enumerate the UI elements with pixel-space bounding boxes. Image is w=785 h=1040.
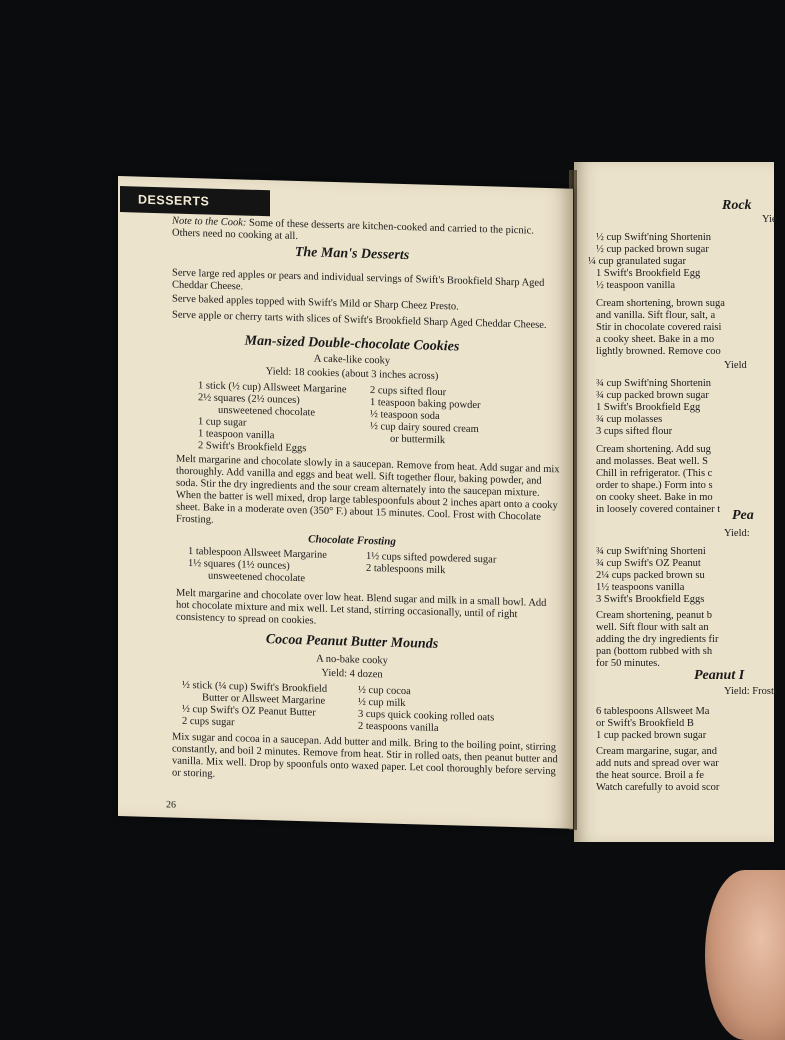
right-page: [574, 162, 777, 842]
right-page-line: Rock: [722, 198, 752, 213]
right-page-line: Cream shortening. Add sug: [596, 444, 711, 455]
right-page-line: Stir in chocolate covered raisi: [596, 322, 722, 333]
mounds-subtitle: A no-bake cooky: [316, 653, 388, 667]
right-page-line: adding the dry ingredients fir: [596, 634, 719, 645]
right-page-line: Yie: [762, 214, 777, 225]
right-page-line: Cream margarine, sugar, and: [596, 746, 717, 757]
ingredient: ½ cup Swift's OZ Peanut Butter: [182, 703, 316, 719]
right-page-line: Watch carefully to avoid scor: [596, 782, 720, 793]
right-page-line: ½ cup packed brown sugar: [596, 244, 709, 255]
cookies-yield: Yield: 18 cookies (about 3 inches across): [265, 366, 439, 382]
ingredient: unsweetened chocolate: [218, 404, 316, 419]
right-page-line: Cream shortening, brown suga: [596, 298, 725, 309]
ingredient: 1 teaspoon vanilla: [198, 428, 275, 442]
right-page-line: and vanilla. Sift flour, salt, a: [596, 310, 716, 321]
right-page-line: add nuts and spread over war: [596, 758, 719, 769]
ingredient: 2 cups sugar: [182, 715, 235, 729]
mans-desserts-title: The Man's Desserts: [294, 244, 410, 264]
right-page-line: 1 Swift's Brookfield Egg: [596, 268, 701, 279]
ingredient: 2½ squares (2½ ounces): [198, 392, 300, 407]
right-page-line: a cooky sheet. Bake in a mo: [596, 334, 715, 345]
right-page-line: 1 Swift's Brookfield Egg: [596, 402, 701, 413]
right-page-line: ½ teaspoon vanilla: [596, 280, 676, 291]
right-page-line: for 50 minutes.: [596, 658, 660, 669]
mans-desserts-line-1: Serve large red apples or pears and individual servings of Swift's Brookfield Sharp Aged Cheddar Cheese.: [172, 267, 545, 293]
left-page-content: [138, 181, 562, 811]
right-page-line: and molasses. Beat well. S: [596, 456, 708, 467]
ingredient: or buttermilk: [390, 433, 446, 447]
right-page-line: ¾ cup Swift'ning Shortenin: [596, 378, 712, 389]
right-page-line: ½ cup Swift'ning Shortenin: [596, 232, 712, 243]
ingredient: 2 tablespoons milk: [366, 562, 446, 577]
ingredient: ½ cup cocoa: [358, 684, 411, 698]
right-page-line: lightly browned. Remove coo: [596, 346, 721, 357]
right-page-line: ¾ cup Swift's OZ Peanut: [596, 558, 701, 569]
ingredient: 1½ squares (1½ ounces): [188, 557, 290, 572]
right-page-line: order to shape.) Form into s: [596, 480, 713, 491]
right-page-line: Chill in refrigerator. (This c: [596, 468, 713, 479]
ingredient: 1 teaspoon baking powder: [370, 397, 481, 412]
right-page-line: 1½ teaspoons vanilla: [596, 582, 685, 593]
right-page-line: ¼ cup granulated sugar: [588, 256, 686, 267]
right-page-line: pan (bottom rubbed with sh: [596, 646, 713, 657]
right-page-line: ¾ cup molasses: [596, 414, 663, 425]
right-page-line: Yield: [724, 360, 747, 371]
page-number: 26: [166, 799, 176, 811]
mounds-yield: Yield: 4 dozen: [321, 667, 383, 681]
right-page-line: the heat source. Broil a fe: [596, 770, 704, 781]
ingredient: 2 Swift's Brookfield Eggs: [198, 440, 307, 455]
cookies-ingredients-left: [198, 380, 378, 457]
ingredient: 1 stick (½ cup) Allsweet Margarine: [198, 380, 347, 396]
right-page-line: Yield: Frosti: [724, 686, 777, 697]
cookies-method: Melt margarine and chocolate slowly in a saucepan. Remove from heat. Add sugar and mix thoroughly. Add vanilla and eggs and beat well. Sift together flour, baking powder, and soda. Stir the dry ingredients and the sour cream alternately into the saucepan mixture. When the batter is well mixed, drop large tablespoonfuls about 2 inches apart onto a cooky sheet. Bake in a moderate oven (350° F.) about 15 minutes. Cool. Frost with Chocolate Frosting.: [176, 453, 560, 526]
right-page-line: Peanut I: [694, 668, 745, 683]
right-page-line: 3 cups sifted flour: [596, 426, 673, 437]
frosting-ingredients-right: [366, 551, 546, 580]
ingredient: ½ cup dairy soured cream: [370, 421, 479, 436]
ingredient: unsweetened chocolate: [208, 570, 306, 585]
ingredient: 1½ cups sifted powdered sugar: [366, 550, 497, 566]
ingredient: 3 cups quick cooking rolled oats: [358, 708, 495, 724]
right-page-line: Pea: [732, 508, 754, 523]
section-banner: DESSERTS: [120, 186, 270, 216]
cookies-subtitle: A cake-like cooky: [313, 353, 391, 367]
frosting-method: Melt margarine and chocolate over low heat. Blend sugar and milk in a small bowl. Add hot chocolate mixture and mix well. Let stand, stirring occasionally, until of right consistency to spread on cookies.: [176, 587, 547, 627]
ingredient: 1 cup sugar: [198, 416, 247, 429]
right-page-line: Cream shortening, peanut b: [596, 610, 713, 621]
ingredient: 2 teaspoons vanilla: [358, 720, 439, 734]
right-page-line: on cooky sheet. Bake in mo: [596, 492, 713, 503]
mounds-ingredients-right: [358, 685, 538, 738]
right-page-line: Yield:: [724, 528, 750, 539]
right-page-line: 3 Swift's Brookfield Eggs: [596, 594, 705, 605]
thumb: [705, 870, 785, 1040]
note-label: Note to the Cook:: [172, 215, 247, 229]
right-page-line: 2¼ cups packed brown su: [596, 570, 705, 581]
right-page-line: ¾ cup Swift'ning Shorteni: [596, 546, 706, 557]
right-page-line: ¾ cup packed brown sugar: [596, 390, 709, 401]
ingredient: ½ teaspoon soda: [370, 409, 440, 422]
right-page-line: or Swift's Brookfield B: [596, 718, 694, 729]
mans-desserts-line-3: Serve apple or cherry tarts with slices of Swift's Brookfield Sharp Aged Cheddar Cheese.: [172, 309, 547, 331]
cookies-title: Man-sized Double-chocolate Cookies: [244, 333, 460, 355]
right-page-line: 6 tablespoons Allsweet Ma: [596, 706, 710, 717]
ingredient: Butter or Allsweet Margarine: [202, 692, 326, 707]
note-text: Some of these desserts are kitchen-cooked and carried to the picnic. Others need no cooking at all.: [172, 217, 534, 243]
left-page: [118, 176, 573, 829]
ingredient: 1 tablespoon Allsweet Margarine: [188, 545, 327, 561]
mans-desserts-line-2: Serve baked apples topped with Swift's Mild or Sharp Cheez Presto.: [172, 293, 459, 313]
mounds-ingredients-left: [182, 680, 362, 733]
ingredient: ½ stick (¼ cup) Swift's Brookfield: [182, 679, 328, 695]
right-page-line: 1 cup packed brown sugar: [596, 730, 707, 741]
mounds-method: Mix sugar and cocoa in a saucepan. Add butter and milk. Bring to the boiling point, stirring constantly, and boil 2 minutes. Remove from heat. Stir in rolled oats, then peanut butter and vanilla. Mix well. Drop by spoonfuls onto waxed paper. Let cool thoroughly before serving or storing.: [172, 731, 558, 780]
frosting-ingredients-left: [188, 546, 368, 587]
ingredient: 2 cups sifted flour: [370, 385, 447, 399]
right-page-line: in loosely covered container t: [596, 504, 721, 515]
mounds-title: Cocoa Peanut Butter Mounds: [265, 632, 439, 652]
ingredient: ½ cup milk: [358, 696, 406, 710]
right-page-line: well. Sift flour with salt an: [596, 622, 709, 633]
cookies-ingredients-right: [370, 385, 550, 450]
frosting-title: Chocolate Frosting: [308, 533, 396, 548]
